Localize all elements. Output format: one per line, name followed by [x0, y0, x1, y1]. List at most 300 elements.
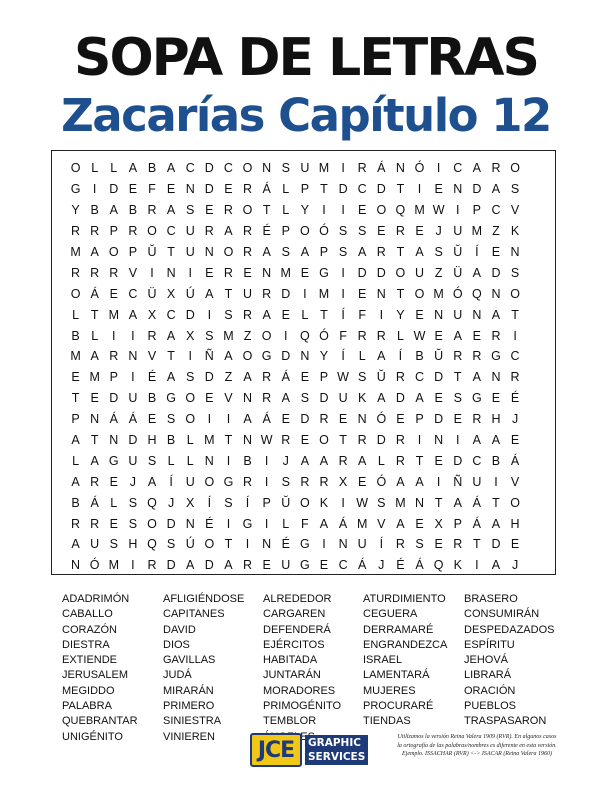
grid-cell: E	[166, 182, 176, 197]
grid-cell: R	[338, 453, 348, 468]
grid-cell: E	[434, 453, 443, 468]
grid-cell: Í	[398, 349, 403, 364]
grid-cell: É	[262, 224, 271, 239]
grid-cell: G	[300, 558, 310, 573]
grid-cell: V	[128, 265, 138, 280]
grid-cell: Ŭ	[376, 370, 386, 385]
grid-cell: C	[223, 161, 233, 176]
grid-cell: L	[91, 161, 99, 176]
grid-cell: A	[128, 161, 138, 176]
grid-cell: U	[185, 224, 195, 239]
grid-cell: O	[242, 203, 253, 218]
grid-cell: E	[281, 307, 290, 322]
grid-cell: T	[320, 182, 328, 197]
logo-mark-text: JCE	[257, 738, 295, 763]
grid-cell: C	[185, 161, 195, 176]
grid-cell: N	[395, 161, 405, 176]
grid-cell: E	[300, 433, 310, 448]
grid-cell: I	[341, 161, 345, 176]
grid-cell: L	[72, 307, 80, 322]
grid-row	[66, 262, 544, 283]
grid-row	[66, 430, 544, 451]
grid-cell: I	[341, 203, 345, 218]
grid-cell: R	[243, 474, 253, 489]
grid-cell: B	[243, 453, 252, 468]
grid-cell: Q	[433, 558, 444, 573]
grid-cell: E	[434, 537, 443, 552]
grid-cell: Ŭ	[147, 245, 157, 259]
word-list-item: DIOS	[163, 638, 190, 651]
grid-cell: R	[109, 349, 119, 364]
word-column	[464, 592, 554, 730]
grid-cell: R	[262, 391, 272, 406]
grid-cell: T	[90, 433, 99, 448]
grid-cell: H	[491, 412, 501, 427]
grid-cell: D	[376, 433, 386, 448]
grid-cell: N	[472, 307, 482, 322]
grid-cell: M	[89, 370, 100, 385]
grid-cell: E	[262, 558, 271, 573]
logo-line-2: SERVICES	[308, 751, 366, 763]
grid-cell: L	[110, 495, 118, 510]
grid-cell: D	[204, 182, 214, 197]
word-list-item: DIESTRA	[62, 638, 110, 651]
grid-cell: R	[204, 224, 214, 239]
grid-cell: N	[109, 433, 119, 448]
grid-cell: N	[376, 286, 386, 301]
grid-cell: Í	[379, 537, 384, 552]
grid-cell: E	[109, 286, 118, 301]
grid-cell: R	[90, 224, 100, 239]
word-list-item: PRIMERO	[163, 700, 215, 713]
word-list-item: SINIESTRA	[163, 715, 222, 728]
grid-cell: Í	[341, 349, 345, 364]
grid-cell: T	[167, 245, 175, 259]
grid-cell: A	[90, 245, 99, 259]
word-list-item: ATURDIMIENTO	[363, 593, 446, 605]
word-list-item: MUJERES	[363, 684, 416, 697]
grid-cell: R	[376, 245, 386, 259]
grid-cell: E	[415, 307, 424, 322]
grid-cell: G	[261, 349, 272, 364]
grid-cell: B	[147, 391, 157, 406]
word-list-item: LAMENTARÁ	[363, 669, 430, 682]
grid-cell: C	[510, 349, 520, 364]
grid-cell: R	[90, 265, 100, 280]
grid-cell: E	[243, 265, 252, 280]
grid-row	[66, 555, 544, 576]
grid-cell: E	[147, 412, 157, 427]
grid-cell: T	[90, 307, 99, 322]
grid-cell: D	[434, 370, 444, 385]
grid-cell: S	[358, 370, 367, 385]
grid-cell: Ñ	[204, 349, 214, 364]
grid-cell: R	[357, 433, 367, 448]
grid-cell: Q	[147, 495, 157, 510]
grid-cell: Á	[90, 495, 99, 510]
grid-cell: P	[319, 370, 329, 385]
grid-cell: A	[415, 391, 424, 406]
grid-cell: S	[281, 474, 290, 489]
grid-cell: R	[453, 349, 463, 364]
grid-cell: I	[226, 412, 231, 427]
word-list-item: CEGUERA	[363, 608, 418, 621]
grid-cell: E	[415, 516, 424, 531]
grid-cell: O	[204, 537, 215, 552]
grid-cell: C	[166, 224, 176, 239]
grid-cell: U	[338, 391, 348, 406]
grid-cell: B	[491, 453, 501, 468]
grid-cell: W	[432, 203, 445, 218]
grid-cell: P	[300, 182, 310, 197]
grid-cell: W	[356, 495, 369, 510]
grid-cell: T	[320, 307, 328, 322]
grid-cell: Á	[472, 495, 482, 510]
grid-cell: D	[166, 558, 176, 573]
grid-cell: T	[224, 286, 233, 301]
grid-cell: U	[472, 474, 482, 489]
grid-cell: H	[510, 516, 520, 531]
grid-cell: Í	[245, 495, 250, 510]
grid-cell: N	[243, 391, 253, 406]
grid-cell: D	[453, 453, 463, 468]
grid-cell: D	[281, 286, 291, 301]
grid-cell: X	[147, 307, 157, 322]
grid-cell: A	[453, 328, 462, 343]
grid-cell: L	[282, 182, 290, 197]
word-list-item: VINIEREN	[163, 730, 215, 743]
word-column	[62, 592, 138, 745]
grid-cell: I	[245, 537, 250, 552]
grid-cell: B	[90, 203, 99, 218]
grid-cell: F	[301, 516, 309, 531]
grid-cell: T	[492, 495, 500, 510]
word-list-item: PRIMOGÉNITO	[263, 700, 342, 713]
grid-cell: A	[109, 203, 118, 218]
grid-cell: I	[207, 412, 212, 427]
grid-cell: S	[205, 328, 214, 343]
grid-cell: R	[300, 474, 310, 489]
grid-cell: Á	[338, 516, 348, 531]
grid-cell: A	[262, 307, 271, 322]
grid-cell: P	[109, 224, 118, 239]
grid-cell: N	[434, 307, 444, 322]
grid-cell: V	[510, 474, 520, 489]
grid-cell: J	[435, 224, 442, 239]
grid-cell: S	[224, 307, 233, 322]
grid-cell: B	[166, 433, 176, 448]
grid-cell: A	[396, 474, 405, 489]
grid-cell: E	[224, 182, 233, 197]
grid-cell: E	[300, 265, 310, 280]
grid-cell: G	[223, 474, 234, 489]
grid-cell: T	[511, 307, 519, 322]
grid-cell: R	[243, 558, 253, 573]
grid-cell: S	[224, 495, 233, 510]
grid-cell: P	[71, 412, 80, 427]
word-column	[163, 592, 244, 745]
grid-cell: E	[434, 182, 443, 197]
grid-cell: N	[262, 537, 272, 552]
grid-cell: U	[90, 537, 100, 552]
grid-cell: R	[90, 516, 100, 531]
grid-cell: A	[396, 516, 405, 531]
grid-cell: S	[300, 391, 310, 406]
grid-cell: E	[281, 412, 290, 427]
grid-cell: G	[471, 391, 482, 406]
word-list-item: CORAZÓN	[62, 623, 117, 636]
grid-cell: A	[281, 391, 290, 406]
grid-cell: Z	[492, 224, 500, 239]
grid-cell: A	[415, 474, 424, 489]
grid-cell: K	[510, 224, 520, 239]
word-list-item: QUEBRANTAR	[62, 715, 138, 728]
grid-cell: T	[434, 495, 443, 510]
grid-cell: J	[167, 495, 175, 510]
grid-cell: I	[322, 537, 326, 552]
grid-cell: R	[281, 433, 291, 448]
word-list-item: EJÉRCITOS	[263, 638, 325, 651]
word-list-item: CARGAREN	[263, 608, 326, 621]
word-list-item: ISRAEL	[363, 654, 403, 667]
grid-cell: Ŭ	[453, 245, 463, 259]
grid-cell: I	[436, 474, 441, 489]
grid-cell: L	[72, 453, 80, 468]
grid-cell: J	[511, 558, 519, 573]
grid-cell: O	[108, 245, 119, 259]
grid-cell: L	[186, 453, 194, 468]
word-list-item: CONSUMIRÁN	[464, 608, 540, 621]
grid-cell: R	[243, 245, 253, 259]
grid-cell: A	[224, 224, 233, 239]
grid-cell: I	[188, 349, 192, 364]
word-list-item: MIRARÁN	[163, 684, 214, 697]
grid-cell: Ú	[185, 537, 195, 552]
grid-cell: R	[90, 474, 100, 489]
grid-cell: I	[322, 203, 326, 218]
grid-cell: J	[282, 453, 289, 468]
grid-cell: S	[510, 265, 520, 280]
grid-cell: I	[131, 328, 135, 343]
grid-cell: I	[131, 370, 135, 385]
grid-cell: F	[358, 307, 367, 322]
grid-cell: Q	[395, 203, 406, 218]
grid-cell: J	[378, 558, 385, 573]
page-subtitle: Zacarías Capítulo 12	[61, 89, 551, 142]
grid-cell: R	[357, 328, 367, 343]
grid-cell: S	[415, 537, 424, 552]
grid-cell: T	[396, 182, 405, 197]
grid-cell: I	[513, 328, 517, 343]
grid-cell: G	[70, 182, 81, 197]
grid-cell: O	[70, 161, 81, 176]
grid-cell: C	[166, 307, 176, 322]
grid-cell: O	[223, 245, 234, 259]
word-list-item: TEMBLOR	[263, 715, 317, 728]
grid-cell: G	[166, 391, 176, 406]
grid-cell: D	[204, 161, 214, 176]
grid-cell: R	[453, 537, 463, 552]
grid-cell: O	[70, 286, 81, 301]
grid-cell: X	[186, 495, 195, 510]
grid-cell: U	[243, 286, 253, 301]
grid-row	[66, 471, 544, 492]
grid-cell: A	[90, 349, 99, 364]
grid-cell: L	[110, 161, 118, 176]
grid-cell: K	[319, 495, 329, 510]
grid-cell: I	[456, 203, 460, 218]
grid-cell: O	[300, 495, 310, 510]
grid-cell: O	[147, 516, 157, 531]
grid-cell: A	[491, 558, 501, 573]
grid-cell: A	[166, 370, 176, 385]
grid-cell: A	[415, 245, 424, 259]
grid-cell: O	[261, 328, 272, 343]
grid-cell: B	[71, 495, 80, 510]
grid-cell: V	[147, 349, 157, 364]
grid-cell: B	[71, 328, 80, 343]
footnote-line-3: Ejemplo. ISSACHAR (RVR) <-> ISACAR (Reina Valera 1960)	[402, 751, 552, 757]
grid-cell: R	[223, 265, 233, 280]
grid-cell: R	[510, 370, 520, 385]
grid-row	[66, 158, 544, 179]
word-list-item: CAPITANES	[163, 608, 225, 621]
grid-cell: X	[186, 328, 195, 343]
grid-cell: Í	[207, 495, 212, 510]
grid-cell: Ó	[319, 224, 329, 239]
grid-cell: P	[453, 516, 462, 531]
word-list-item: CABALLO	[62, 608, 113, 621]
grid-cell: A	[71, 474, 80, 489]
grid-cell: N	[338, 537, 348, 552]
grid-cell: A	[300, 245, 310, 259]
grid-cell: Y	[300, 203, 310, 218]
grid-cell: N	[415, 495, 425, 510]
grid-cell: I	[436, 161, 441, 176]
grid-cell: D	[204, 558, 214, 573]
grid-cell: V	[510, 203, 520, 218]
grid-cell: S	[338, 224, 348, 239]
grid-cell: T	[415, 453, 424, 468]
grid-row	[66, 242, 544, 263]
grid-cell: Q	[471, 286, 482, 301]
grid-cell: Ó	[414, 161, 425, 176]
grid-cell: A	[472, 161, 482, 176]
grid-cell: D	[300, 412, 310, 427]
word-list-item: PALABRA	[62, 700, 112, 713]
grid-cell: V	[377, 516, 386, 531]
grid-cell: Á	[262, 412, 271, 427]
grid-cell: F	[148, 182, 156, 197]
grid-cell: Á	[377, 161, 386, 176]
grid-cell: M	[108, 558, 119, 573]
grid-cell: Ó	[89, 558, 100, 573]
grid-cell: U	[415, 265, 425, 280]
grid-cell: D	[357, 265, 367, 280]
grid-cell: K	[358, 391, 367, 406]
grid-cell: N	[491, 286, 501, 301]
grid-cell: A	[166, 203, 176, 218]
grid-cell: M	[223, 328, 234, 343]
word-list-item: PROCURARÉ	[363, 700, 434, 713]
grid-cell: M	[471, 224, 483, 239]
grid-cell: D	[472, 182, 482, 197]
grid-cell: A	[453, 495, 462, 510]
grid-cell: O	[242, 161, 253, 176]
grid-cell: S	[281, 245, 290, 259]
grid-cell: E	[109, 516, 118, 531]
word-list-item: JUDÁ	[163, 669, 192, 682]
grid-cell: A	[358, 453, 367, 468]
grid-cell: F	[339, 328, 347, 343]
grid-cell: T	[167, 349, 175, 364]
grid-row	[66, 179, 544, 200]
grid-cell: E	[396, 412, 405, 427]
grid-cell: J	[129, 474, 136, 489]
grid-cell: A	[472, 433, 482, 448]
grid-cell: I	[341, 286, 345, 301]
grid-cell: I	[456, 433, 460, 448]
grid-cell: A	[472, 265, 482, 280]
logo-mark	[250, 733, 302, 767]
word-list-item: GAVILLAS	[163, 654, 216, 667]
grid-cell: A	[147, 474, 157, 489]
grid-cell: L	[377, 453, 385, 468]
grid-cell: O	[510, 161, 520, 176]
page-title: SOPA DE LETRAS	[74, 28, 538, 88]
grid-row	[66, 513, 544, 534]
grid-cell: S	[109, 537, 118, 552]
grid-cell: C	[453, 161, 463, 176]
grid-cell: G	[319, 265, 329, 280]
word-column	[363, 592, 447, 730]
grid-cell: L	[301, 307, 309, 322]
grid-cell: U	[453, 224, 463, 239]
grid-cell: O	[414, 286, 425, 301]
grid-cell: H	[128, 537, 138, 552]
grid-cell: I	[417, 182, 422, 197]
grid-cell: I	[131, 558, 135, 573]
grid-cell: L	[167, 453, 175, 468]
grid-cell: S	[453, 391, 462, 406]
grid-cell: U	[128, 453, 138, 468]
grid-cell: A	[472, 370, 482, 385]
word-list-item: DEFENDERÁ	[263, 623, 331, 636]
word-list-item: TRASPASARON	[464, 715, 547, 728]
grid-cell: L	[186, 433, 194, 448]
grid-cell: Á	[358, 558, 367, 573]
grid-cell: Í	[341, 307, 345, 322]
grid-cell: D	[434, 412, 444, 427]
grid-cell: G	[242, 516, 253, 531]
grid-cell: A	[377, 349, 386, 364]
grid-cell: I	[226, 516, 231, 531]
grid-cell: R	[472, 412, 482, 427]
grid-cell: C	[338, 558, 348, 573]
grid-cell: M	[414, 203, 425, 218]
grid-cell: Ü	[147, 286, 157, 301]
grid-cell: G	[491, 349, 501, 364]
grid-cell: S	[128, 516, 138, 531]
grid-cell: D	[166, 516, 176, 531]
grid-cell: R	[71, 516, 81, 531]
grid-row	[66, 304, 544, 325]
grid-cell: T	[262, 203, 271, 218]
grid-cell: R	[109, 265, 119, 280]
grid-cell: I	[475, 558, 479, 573]
grid-cell: É	[510, 391, 520, 406]
grid-cell: U	[128, 391, 138, 406]
